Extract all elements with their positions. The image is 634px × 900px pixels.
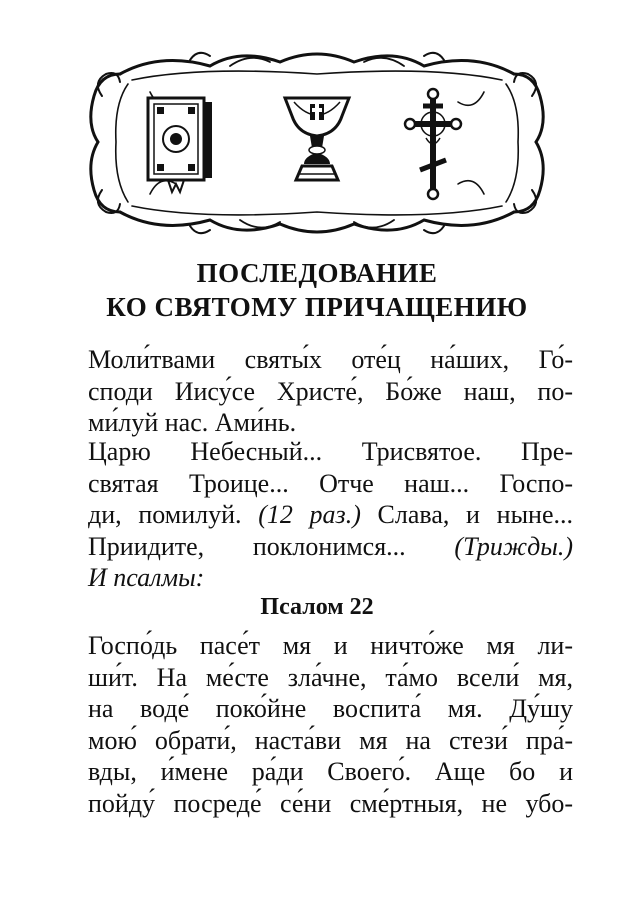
text-line: мою́ обрати́, наста́ви мя на стези́ пра́-	[88, 725, 573, 755]
rubric-italic-line: И псалмы:	[88, 563, 205, 592]
rubric-italic: (12 раз.)	[258, 500, 361, 529]
rubric-italic: (Трижды.)	[454, 531, 573, 561]
psalm-title: Псалом 22	[260, 594, 374, 620]
text-line	[88, 531, 573, 563]
ornamental-headpiece	[80, 44, 554, 240]
heading-line-1: ПОСЛЕДОВАНИЕ	[196, 258, 438, 288]
text-line: ши́т. На ме́сте зла́чне, та́мо всели́ мя,	[88, 662, 573, 692]
orthodox-cross-icon	[405, 89, 461, 199]
gospel-book-icon	[148, 98, 212, 192]
text-segment: Приидите, поклонимся...	[88, 531, 406, 561]
chalice-icon	[285, 98, 349, 180]
text-line: святая Троице... Отче наш... Госпо-	[88, 468, 573, 498]
text-line: споди Иису́се Христе́, Бо́же наш, по-	[88, 376, 573, 406]
psalm-text-paragraph	[88, 630, 573, 819]
rubric-paragraph	[88, 436, 573, 594]
text-line: Госпо́дь пасе́т мя и ничто́же мя ли-	[88, 631, 573, 660]
text-line: Моли́твами святы́х оте́ц на́ших, Го́-	[88, 345, 573, 374]
opening-prayer-paragraph	[88, 344, 573, 439]
heading-line-2: КО СВЯТОМУ ПРИЧАЩЕНИЮ	[106, 292, 528, 322]
text-line: ми́луй нас. Ами́нь.	[88, 408, 297, 437]
text-line: вды, и́мене ра́ди Своего́. Аще бо и	[88, 757, 573, 786]
text-segment: Слава, и ныне...	[377, 500, 573, 529]
text-segment: ди, помилуй.	[88, 500, 242, 529]
text-line: на воде́ поко́йне воспита́ мя. Ду́шу	[88, 694, 573, 723]
text-line: пойду́ посреде́ се́ни сме́ртныя, не убо-	[88, 788, 573, 818]
text-line: Царю Небесный... Трисвятое. Пре-	[88, 437, 573, 466]
text-line	[88, 499, 573, 531]
